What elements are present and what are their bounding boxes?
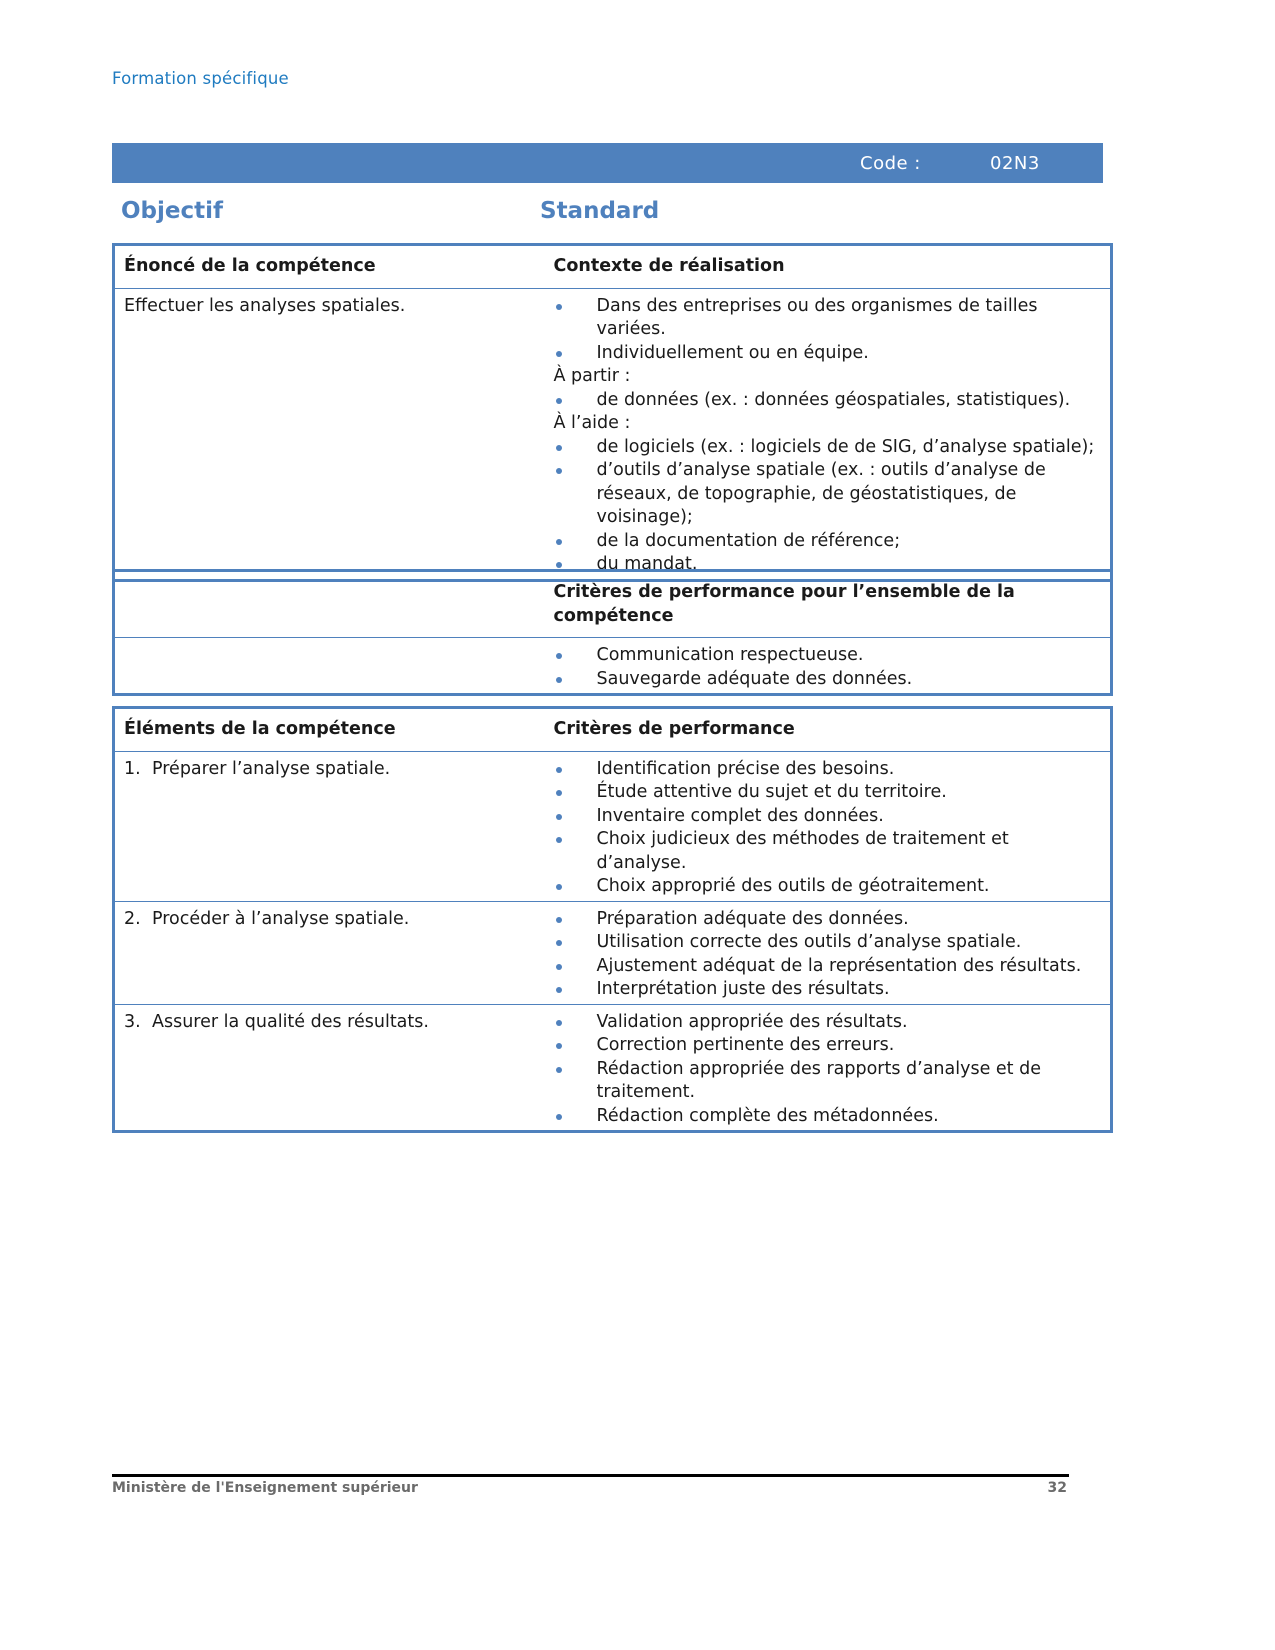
- list-item: [554, 668, 1103, 692]
- element-label: Assurer la qualité des résultats.: [152, 1011, 429, 1032]
- list-item-text: Individuellement ou en équipe.: [596, 342, 869, 363]
- context-bullets: [554, 436, 1103, 577]
- elements-table: [112, 706, 1113, 1133]
- list-item-text: Rédaction complète des métadonnées.: [596, 1105, 939, 1126]
- list-item: [554, 805, 1103, 829]
- overall-criteria-cell: [533, 638, 1112, 695]
- list-item-text: Correction pertinente des erreurs.: [596, 1035, 895, 1055]
- element-number: 2.: [124, 908, 141, 929]
- list-item: [554, 1011, 1103, 1035]
- list-item: [554, 908, 1103, 932]
- criteria-list: [554, 758, 1103, 899]
- list-item: [554, 828, 1103, 875]
- list-item-text: Choix approprié des outils de géotraitement.: [596, 876, 990, 896]
- list-item: [554, 1105, 1103, 1129]
- list-item: [554, 459, 1103, 530]
- footer-rule: [112, 1474, 1069, 1477]
- bullet-icon: [556, 917, 562, 923]
- bullet-icon: [556, 814, 562, 820]
- table-header-row: [114, 708, 1112, 752]
- list-item: [554, 875, 1103, 899]
- list-item: [554, 931, 1103, 955]
- overall-criteria-table: [112, 569, 1113, 696]
- list-item: [554, 389, 1103, 413]
- list-item-text: Choix judicieux des méthodes de traitement et d’analyse.: [596, 829, 1009, 873]
- header-empty: [114, 571, 533, 638]
- list-item-text: Étude attentive du sujet et du territoire.: [596, 782, 947, 802]
- header-overall-criteria: Critères de performance pour l’ensemble de la compétence: [533, 571, 1112, 638]
- list-item: [554, 644, 1103, 668]
- context-subheading: À partir :: [553, 366, 631, 386]
- criteria-cell: [533, 751, 1112, 901]
- competence-statement-table: [112, 243, 1113, 582]
- element-cell: [114, 901, 533, 1004]
- heading-objectif: Objectif: [121, 198, 224, 224]
- page-number: 32: [1047, 1480, 1067, 1496]
- code-value: 02N3: [990, 153, 1040, 174]
- bullet-icon: [556, 468, 562, 474]
- bullet-icon: [556, 562, 562, 568]
- code-label: Code :: [860, 153, 921, 174]
- list-item-text: Sauvegarde adéquate des données.: [596, 668, 913, 689]
- list-item-text: d’outils d’analyse spatiale (ex. : outils d’analyse de réseaux, de topographie, de géostatistiques, de voisinage);: [596, 460, 1046, 527]
- code-separator: [981, 183, 982, 186]
- empty-cell: [114, 638, 533, 695]
- list-item-text: Inventaire complet des données.: [596, 805, 884, 826]
- list-item-text: Identification précise des besoins.: [596, 758, 895, 779]
- element-number: 3.: [124, 1011, 141, 1032]
- section-label: Formation spécifique: [112, 69, 289, 88]
- bullet-icon: [556, 351, 562, 357]
- element-label: Préparer l’analyse spatiale.: [152, 758, 391, 779]
- list-item: [554, 758, 1103, 782]
- context-bullets: [554, 389, 1103, 413]
- list-item: [554, 1034, 1103, 1058]
- bullet-icon: [556, 677, 562, 683]
- context-cell: [533, 288, 1112, 580]
- bullet-icon: [556, 790, 562, 796]
- header-elements: Éléments de la compétence: [114, 708, 533, 752]
- list-item-text: de logiciels (ex. : logiciels de de SIG, d’analyse spatiale);: [596, 436, 1095, 457]
- list-item-text: Interprétation juste des résultats.: [596, 979, 890, 999]
- list-item: [554, 955, 1103, 979]
- list-item-text: Rédaction appropriée des rapports d’analyse et de traitement.: [596, 1058, 1041, 1102]
- bullet-icon: [556, 767, 562, 773]
- header-enonce: Énoncé de la compétence: [114, 245, 533, 289]
- bullet-icon: [556, 837, 562, 843]
- bullet-icon: [556, 987, 562, 993]
- list-item: [554, 342, 1103, 366]
- list-item: [554, 295, 1103, 342]
- bullet-icon: [556, 398, 562, 404]
- competence-statement: Effectuer les analyses spatiales.: [124, 295, 406, 316]
- list-item-text: Communication respectueuse.: [596, 645, 864, 665]
- list-item-text: de données (ex. : données géospatiales, statistiques).: [596, 389, 1071, 410]
- criteria-cell: [533, 1004, 1112, 1132]
- bullet-icon: [556, 940, 562, 946]
- list-item: [554, 1058, 1103, 1105]
- list-item: [554, 436, 1103, 460]
- list-item-text: de la documentation de référence;: [596, 530, 901, 551]
- table-row: [114, 638, 1112, 695]
- bullet-icon: [556, 964, 562, 970]
- list-item-text: Ajustement adéquat de la représentation des résultats.: [596, 955, 1082, 976]
- list-item-text: Utilisation correcte des outils d’analyse spatiale.: [596, 932, 1022, 952]
- criteria-list: [554, 908, 1103, 1002]
- element-label: Procéder à l’analyse spatiale.: [152, 908, 410, 929]
- bullet-icon: [556, 653, 562, 659]
- bullet-icon: [556, 1114, 562, 1120]
- bullet-icon: [556, 884, 562, 890]
- element-cell: [114, 1004, 533, 1132]
- list-item: [554, 781, 1103, 805]
- list-item-text: du mandat.: [596, 554, 698, 574]
- table-row: [114, 751, 1112, 901]
- context-list: [554, 295, 1103, 577]
- bullet-icon: [556, 539, 562, 545]
- header-criteria: Critères de performance: [533, 708, 1112, 752]
- element-number: 1.: [124, 758, 141, 779]
- criteria-cell: [533, 901, 1112, 1004]
- criteria-list: [554, 1011, 1103, 1129]
- bullet-icon: [556, 445, 562, 451]
- header-contexte: Contexte de réalisation: [533, 245, 1112, 289]
- overall-criteria-list: [554, 644, 1103, 691]
- table-row: [114, 901, 1112, 1004]
- footer-ministry: Ministère de l'Enseignement supérieur: [112, 1480, 418, 1496]
- bullet-icon: [556, 1067, 562, 1073]
- table-header-row: [114, 245, 1112, 289]
- context-bullets: [554, 295, 1103, 366]
- bullet-icon: [556, 304, 562, 310]
- table-header-row: [114, 571, 1112, 638]
- list-item: [554, 530, 1103, 554]
- element-cell: [114, 751, 533, 901]
- bullet-icon: [556, 1020, 562, 1026]
- table-row: [114, 288, 1112, 580]
- context-subheading: À l’aide :: [553, 413, 631, 433]
- code-bar: [112, 143, 1103, 183]
- list-item-text: Validation appropriée des résultats.: [596, 1011, 908, 1032]
- bullet-icon: [556, 1043, 562, 1049]
- table-row: [114, 1004, 1112, 1132]
- list-item-text: Préparation adéquate des données.: [596, 908, 909, 929]
- list-item-text: Dans des entreprises ou des organismes de tailles variées.: [596, 295, 1038, 339]
- list-item: [554, 978, 1103, 1002]
- heading-standard: Standard: [540, 198, 660, 224]
